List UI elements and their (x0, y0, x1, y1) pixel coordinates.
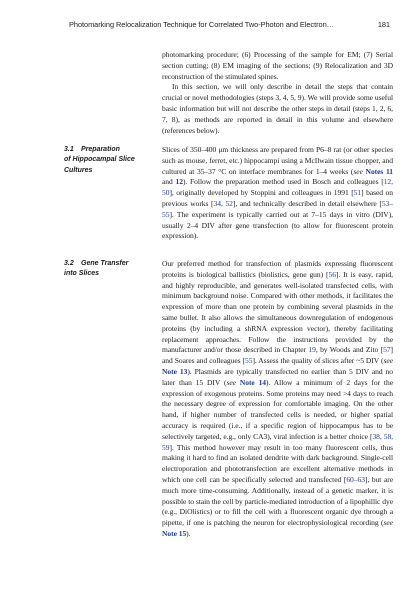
citation-link[interactable]: 53–55 (162, 198, 393, 219)
see-text: see (383, 356, 393, 366)
citation-link[interactable]: 34, 52 (213, 198, 233, 208)
section-title-line: of Hippocampal Slice (64, 156, 135, 164)
text-run: ). Follow the preparation method used in Bosch and colleagues [ (182, 177, 384, 187)
note-link[interactable]: Notes 11 (365, 166, 394, 176)
section-number: 3.2 (64, 260, 74, 267)
chapter-link[interactable]: 19 (308, 345, 316, 355)
text-run: ], and technically described in detail elsewhere [ (232, 198, 382, 208)
intro-text (162, 50, 393, 136)
page-number: 181 (377, 20, 390, 29)
text-run: ). Allow a minimum of 2 days for the expression of exogenous proteins. Some proteins may need >4 days to reach the necessary degree of expression for comfortable imaging. On the other hand, if higher number of transfected cells is needed, or higher spatial accuracy is required (i.e., if a specific region of hippocampus has to be selectively targeted, e.g., only CA3), viral infection is a better choice [ (162, 377, 394, 441)
intro-paragraph-1: photomarking procedure; (6) Processing of the sample for EM; (7) Serial section cutting; (8) EM imaging of the sections; (9) Relocalization and 3D reconstruction of the stimulated spines. (162, 50, 393, 81)
text-run: ). Plasmids are typically transfected no earlier than 5 DIV and no later than 15 DIV ( (162, 366, 393, 387)
section-title-line: Preparation (81, 146, 120, 153)
section-3-1-body (162, 145, 393, 242)
running-header (69, 20, 390, 32)
note-link[interactable]: 12 (175, 177, 183, 187)
see-text: see (226, 377, 236, 387)
text-run: ]. This method however may result in too many fluorescent cells, thus making it hard to find an isolated dendrite with dark background. Single-cell electroporation and phototransfection are excellent alternative methods in which one cell can be specifically selected and transfected [ (162, 442, 393, 484)
note-link[interactable]: Note 13 (162, 366, 188, 376)
text-run: ] and Soares and colleagues [ (162, 345, 393, 366)
section-3-2-body (162, 259, 393, 540)
see-text: see (353, 166, 363, 176)
text-run: ], but are much more time-consuming. Additionally, instead of a genetic marker, it is possible to stain the cell by particle-mediated introduction of a lipophillic dye (e.g., DiOlistics) or to fill the cell with a fluorescent organic dye through a pipette, if one is patching the neuron for electrophysiological recording ( (162, 474, 394, 528)
text-run: ], originally developed by Stoppini and colleagues in 1991 [ (169, 188, 354, 198)
text-run: ] based on previous works [ (162, 188, 393, 208)
citation-link[interactable]: 55 (244, 356, 253, 366)
text-run: , by Woods and Zito [ (315, 345, 384, 355)
citation-link[interactable]: 57 (383, 345, 391, 355)
text-run: ]. Assess the quality of slices after ~5 DIV ( (252, 356, 384, 366)
section-3-1-heading (64, 145, 156, 176)
note-link[interactable]: Note 14 (239, 377, 267, 387)
section-3-2-paragraph (162, 259, 393, 540)
section-3-1-paragraph (162, 145, 393, 242)
citation-link[interactable]: 60–63 (346, 474, 365, 484)
running-title: Photomarking Relocalization Technique for Correlated Two-Photon and Electron… (69, 20, 334, 29)
text-run: ]. The experiment is typically carried out at 7–15 days in vitro (DIV), usually 2–4 DIV after gene transfection (to allow for fluorescent protein expression). (162, 209, 393, 241)
text-run: ). (186, 528, 191, 538)
citation-link[interactable]: 56 (328, 269, 336, 279)
citation-link[interactable]: 38, 58, 59 (162, 431, 394, 452)
section-title-line: Cultures (64, 166, 93, 174)
text-run: Slices of 350–400 μm thickness are prepared from P6–8 rat (or other species such as mouse, ferret, etc.) hippocampi using a McIlwain tissue chopper, and cultured at 35–37 °C on interface membranes for 1–4 weeks ( (162, 145, 393, 176)
see-text: see (383, 518, 393, 528)
citation-link[interactable]: 12, 50 (162, 177, 393, 198)
note-link[interactable]: Note 15 (162, 528, 187, 538)
section-3-2-heading (64, 259, 156, 280)
text-run: ]. It is easy, rapid, and highly reproducible, and generates well-isolated transfected cells, with minimum background noise. Compared with other methods, it facilitates the expression of more than one protein by combining several plasmids in the same bullet. It also allows the simultaneous downregulation of endogenous proteins (by including a shRNA expression vector), thereby facilitating replacement approaches. Follow the instructions provided by the manufacturer and/or those described in Chapter (162, 269, 393, 355)
section-title-line: Gene Transfer (81, 260, 129, 267)
text-run: Our preferred method for transfection of plasmids expressing fluorescent proteins is biological ballistics (biolistics, gene gun) [ (162, 259, 393, 279)
intro-paragraph-2: In this section, we will only describe in detail the steps that contain crucial or novel methodologies (steps 3, 4, 5, 9). We will provide some useful basic information but will not describe the other steps in detail (steps 1, 2, 6, 7, 8), as methods are reported in detail in this volume and elsewhere (references below). (162, 82, 393, 135)
section-number: 3.1 (64, 146, 74, 153)
citation-link[interactable]: 51 (353, 188, 362, 198)
section-title-line: into Slices (64, 270, 100, 278)
text-run: and (162, 177, 176, 187)
